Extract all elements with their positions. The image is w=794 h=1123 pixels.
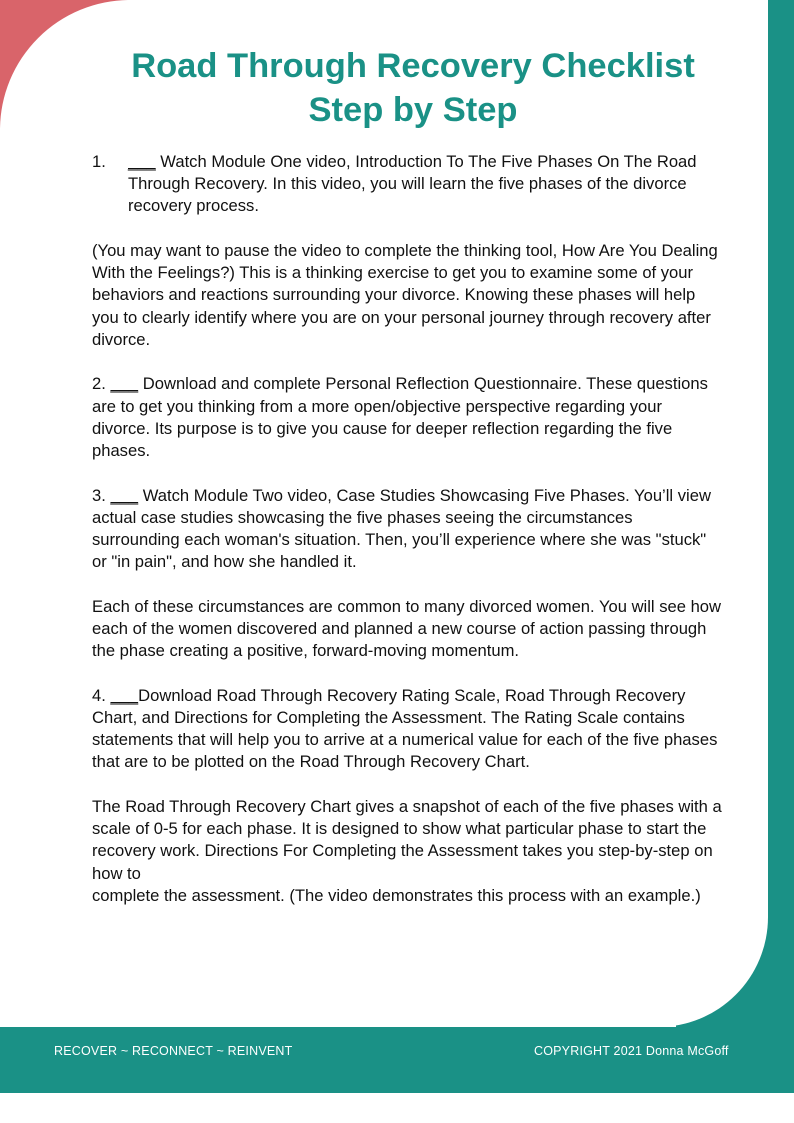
title-line-1: Road Through Recovery Checklist [131, 47, 695, 85]
step-4-note-part-a: The Road Through Recovery Chart gives a snapshot of each of the five phases with a scale of 0-5 for each phase. It is designed to show what particular phase to start the recovery work. Directions For Completing the Assessment takes you step-by-step on how to [92, 797, 722, 883]
step-3 [92, 485, 724, 574]
footer-copyright: COPYRIGHT 2021 Donna McGoff [534, 1044, 729, 1058]
step-4-text: Download Road Through Recovery Rating Scale, Road Through Recovery Chart, and Directions for Completing the Assessment. The Rating Scale contains statements that will help you to arrive at a numerical value for each of the five phases that are to be plotted on the Road Through Recovery Chart. [92, 685, 718, 772]
step-4-checkbox-blank: ___ [110, 685, 139, 705]
step-2-text: Download and complete Personal Reflection Questionnaire. These questions are to get you thinking from a more open/objective perspective regarding your divorce. Its purpose is to give you cause for deeper reflection regarding the five phases. [92, 374, 708, 461]
step-1-text: Watch Module One video, Introduction To The Five Phases On The Road Through Recovery. In this video, you will learn the five phases of the divorce recovery process. [128, 152, 697, 216]
step-1 [92, 151, 724, 218]
step-4-note-part-b: complete the assessment. (The video demonstrates this process with an example.) [92, 885, 701, 905]
step-1-body [128, 151, 724, 218]
footer-band [0, 1027, 794, 1093]
step-3-number: 3. [92, 485, 111, 505]
step-2 [92, 373, 724, 462]
step-3-checkbox-blank: ___ [110, 485, 139, 505]
step-4-note [92, 796, 724, 907]
step-1-checkbox-blank: ___ [128, 152, 156, 171]
step-2-checkbox-blank: ___ [110, 374, 139, 394]
step-4 [92, 685, 724, 774]
title-line-2: Step by Step [308, 91, 518, 129]
checklist-content [92, 151, 724, 929]
step-2-number: 2. [92, 374, 111, 394]
step-4-number: 4. [92, 685, 111, 705]
page-title [60, 44, 766, 132]
footer-tagline: RECOVER ~ RECONNECT ~ REINVENT [54, 1044, 293, 1058]
step-1-note: (You may want to pause the video to complete the thinking tool, How Are You Dealing With the Feelings?) This is a thinking exercise to get you to examine some of your behaviors and reactions surrounding your divorce. Knowing these phases will help you to clearly identify where you are on your personal journey through recovery after divorce. [92, 241, 718, 349]
step-1-number: 1. [92, 152, 106, 171]
step-3-note: Each of these circumstances are common to many divorced women. You will see how each of the women discovered and planned a new course of action passing through the phase creating a positive, forward-moving momentum. [92, 596, 722, 661]
step-3-text: Watch Module Two video, Case Studies Showcasing Five Phases. You’ll view actual case studies showcasing the five phases seeing the circumstances surrounding each woman's situation. Then, you’ll experience where she was "stuck" or "in pain", and how she handled it. [92, 485, 711, 572]
